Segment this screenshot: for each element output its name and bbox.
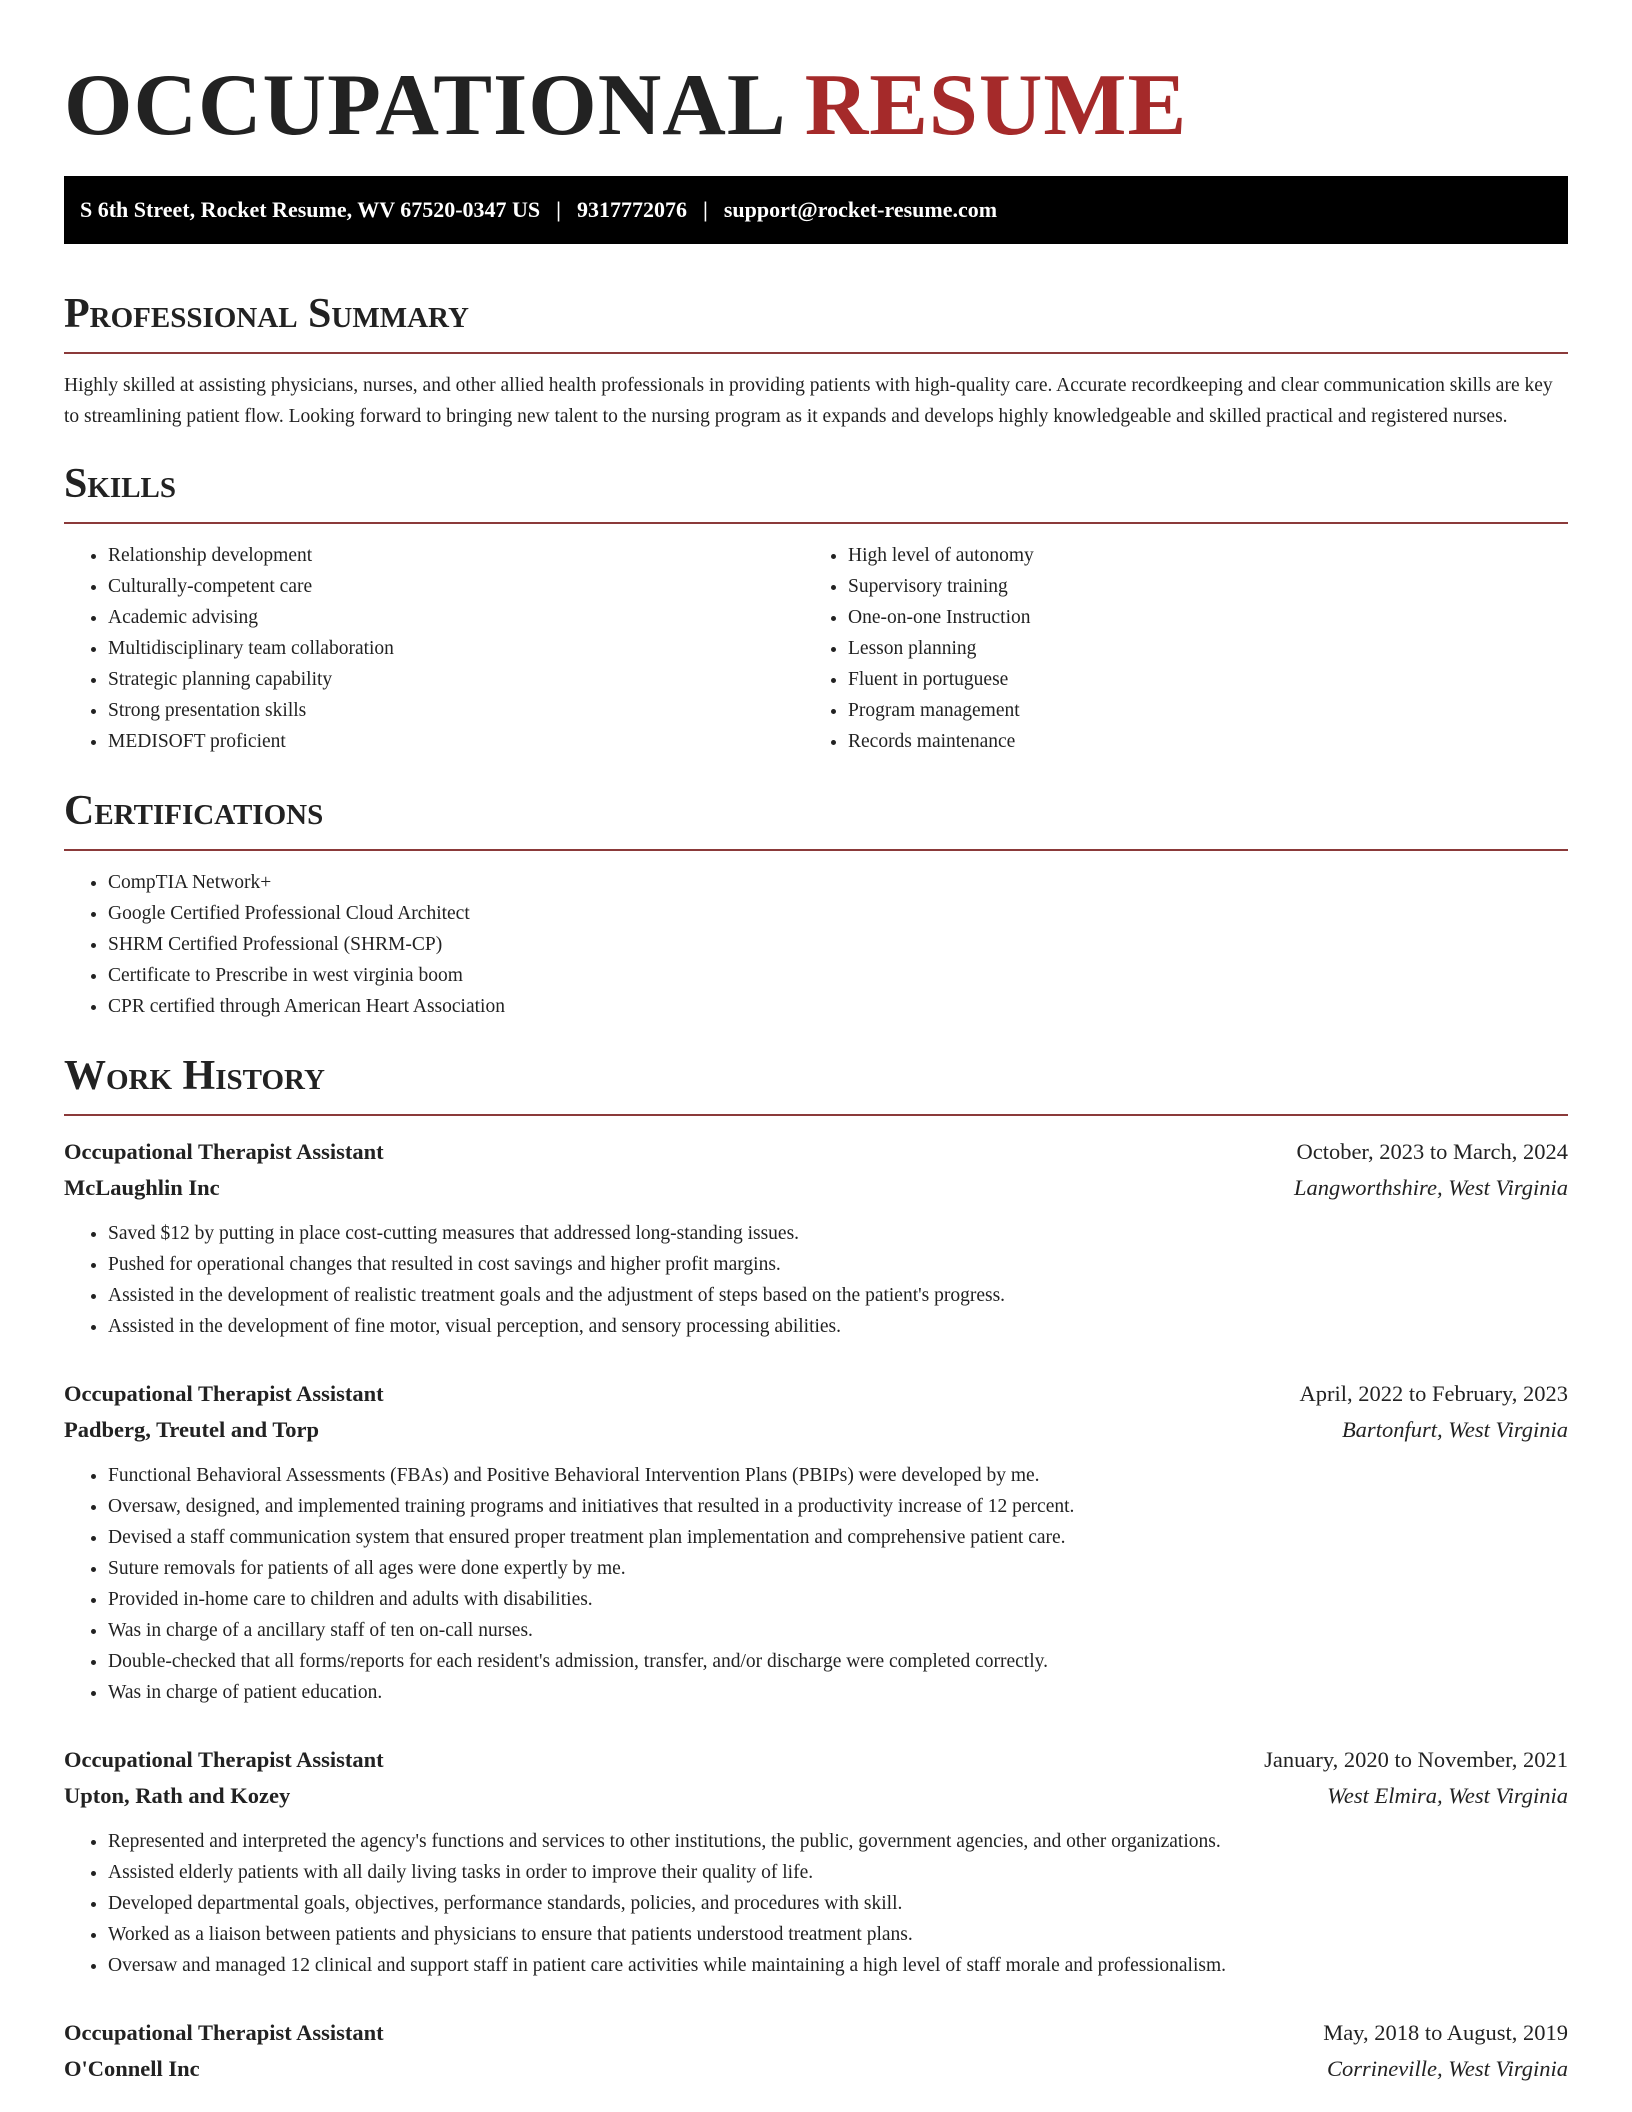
job-dates: April, 2022 to February, 2023	[1299, 1381, 1568, 1406]
contact-address: S 6th Street, Rocket Resume, WV 67520-0347 US	[80, 197, 541, 222]
job-company-row	[64, 1170, 1568, 1206]
job-duties	[64, 1460, 1568, 1708]
resume-page	[64, 0, 1568, 2087]
job-company-row	[64, 2051, 1568, 2087]
job-dates: October, 2023 to March, 2024	[1296, 1139, 1568, 1164]
job-duty: • Double-checked that all forms/reports for each resident's admission, transfer, and/or discharge were completed correctly.	[108, 1646, 1568, 1677]
job-dates: January, 2020 to November, 2021	[1264, 1747, 1568, 1772]
certifications-heading: Certifications	[64, 785, 1568, 851]
certifications-section	[64, 785, 1568, 1022]
job-duty: • Developed departmental goals, objectives, performance standards, policies, and procedures with skill.	[108, 1888, 1568, 1919]
skill-item: • High level of autonomy	[848, 540, 1544, 571]
job-entry	[64, 1742, 1568, 1981]
certifications-list	[64, 867, 1568, 1022]
contact-phone: 9317772076	[577, 197, 688, 222]
job-location: Langworthshire, West Virginia	[1294, 1175, 1568, 1200]
title-accent: RESUME	[804, 57, 1188, 154]
job-duties	[64, 1218, 1568, 1342]
job-entry	[64, 1376, 1568, 1708]
job-duty: • Assisted in the development of realistic treatment goals and the adjustment of steps based on the patient's progress.	[108, 1280, 1568, 1311]
skill-item: • Lesson planning	[848, 633, 1544, 664]
skill-item: • Strategic planning capability	[108, 664, 804, 695]
skills-section	[64, 458, 1568, 757]
skill-item: • One-on-one Instruction	[848, 602, 1544, 633]
job-title: Occupational Therapist Assistant	[64, 1139, 384, 1164]
summary-heading: Professional Summary	[64, 288, 1568, 354]
skill-item: • Records maintenance	[848, 726, 1544, 757]
job-company: McLaughlin Inc	[64, 1175, 220, 1200]
job-title: Occupational Therapist Assistant	[64, 2020, 384, 2045]
job-header-row	[64, 1742, 1568, 1778]
job-duty: • Assisted elderly patients with all daily living tasks in order to improve their quality of life.	[108, 1857, 1568, 1888]
certification-item: • Google Certified Professional Cloud Architect	[108, 898, 1568, 929]
title-main: OCCUPATIONAL	[64, 57, 782, 154]
skill-item: • Academic advising	[108, 602, 804, 633]
summary-section	[64, 288, 1568, 432]
job-company: Padberg, Treutel and Torp	[64, 1417, 320, 1442]
contact-email: support@rocket-resume.com	[723, 197, 998, 222]
job-company-row	[64, 1778, 1568, 1814]
job-duty: • Pushed for operational changes that resulted in cost savings and higher profit margins.	[108, 1249, 1568, 1280]
job-title: Occupational Therapist Assistant	[64, 1381, 384, 1406]
job-duty: • Oversaw, designed, and implemented training programs and initiatives that resulted in a productivity increase of 12 percent.	[108, 1491, 1568, 1522]
skill-item: • MEDISOFT proficient	[108, 726, 804, 757]
job-duty: • Was in charge of a ancillary staff of ten on-call nurses.	[108, 1615, 1568, 1646]
job-duty: • Devised a staff communication system that ensured proper treatment plan implementation and comprehensive patient care.	[108, 1522, 1568, 1553]
summary-text: Highly skilled at assisting physicians, nurses, and other allied health professionals in providing patients with high-quality care. Accurate recordkeeping and clear communication skills are key to streamlining patient flow. Looking forward to bringing new talent to the nursing program as it expands and develops highly knowledgeable and skilled practical and registered nurses.	[64, 375, 1553, 427]
resume-title	[64, 56, 1568, 156]
job-duty: • Saved $12 by putting in place cost-cutting measures that addressed long-standing issues.	[108, 1218, 1568, 1249]
job-location: Corrineville, West Virginia	[1326, 2056, 1568, 2081]
skills-list-right	[804, 540, 1544, 757]
job-entry	[64, 2015, 1568, 2087]
skill-item: • Relationship development	[108, 540, 804, 571]
skill-item: • Fluent in portuguese	[848, 664, 1544, 695]
job-location: Bartonfurt, West Virginia	[1341, 1417, 1568, 1442]
skill-item: • Program management	[848, 695, 1544, 726]
job-header-row	[64, 1134, 1568, 1170]
certification-item: • CPR certified through American Heart Association	[108, 991, 1568, 1022]
job-company-row	[64, 1412, 1568, 1448]
skill-item: • Supervisory training	[848, 571, 1544, 602]
job-duty: • Provided in-home care to children and adults with disabilities.	[108, 1584, 1568, 1615]
certification-item: • CompTIA Network+	[108, 867, 1568, 898]
job-company: O'Connell Inc	[64, 2056, 200, 2081]
job-duty: • Functional Behavioral Assessments (FBAs) and Positive Behavioral Intervention Plans (PBIPs) were developed by me.	[108, 1460, 1568, 1491]
job-duty: • Was in charge of patient education.	[108, 1677, 1568, 1708]
skill-item: • Strong presentation skills	[108, 695, 804, 726]
work-history-section	[64, 1050, 1568, 2087]
skills-list-left	[64, 540, 804, 757]
certification-item: • SHRM Certified Professional (SHRM-CP)	[108, 929, 1568, 960]
job-duty: • Assisted in the development of fine motor, visual perception, and sensory processing abilities.	[108, 1311, 1568, 1342]
job-duties	[64, 1826, 1568, 1981]
work-history-heading: Work History	[64, 1050, 1568, 1116]
job-duty: • Suture removals for patients of all ages were done expertly by me.	[108, 1553, 1568, 1584]
job-header-row	[64, 1376, 1568, 1412]
job-header-row	[64, 2015, 1568, 2051]
contact-separator: |	[556, 197, 562, 222]
job-title: Occupational Therapist Assistant	[64, 1747, 384, 1772]
job-duty: • Represented and interpreted the agency's functions and services to other institutions, the public, government agencies, and other organizations.	[108, 1826, 1568, 1857]
skill-item: • Culturally-competent care	[108, 571, 804, 602]
skill-item: • Multidisciplinary team collaboration	[108, 633, 804, 664]
job-duty: • Worked as a liaison between patients and physicians to ensure that patients understood treatment plans.	[108, 1919, 1568, 1950]
certification-item: • Certificate to Prescribe in west virginia boom	[108, 960, 1568, 991]
job-company: Upton, Rath and Kozey	[64, 1783, 291, 1808]
job-dates: May, 2018 to August, 2019	[1323, 2020, 1568, 2045]
contact-separator: |	[703, 197, 708, 222]
job-location: West Elmira, West Virginia	[1327, 1783, 1568, 1808]
skills-heading: Skills	[64, 458, 1568, 524]
contact-bar	[64, 176, 1568, 244]
job-entry	[64, 1134, 1568, 1342]
job-duty: • Oversaw and managed 12 clinical and support staff in patient care activities while maintaining a high level of staff morale and professionalism.	[108, 1950, 1568, 1981]
skills-grid	[64, 524, 1568, 757]
